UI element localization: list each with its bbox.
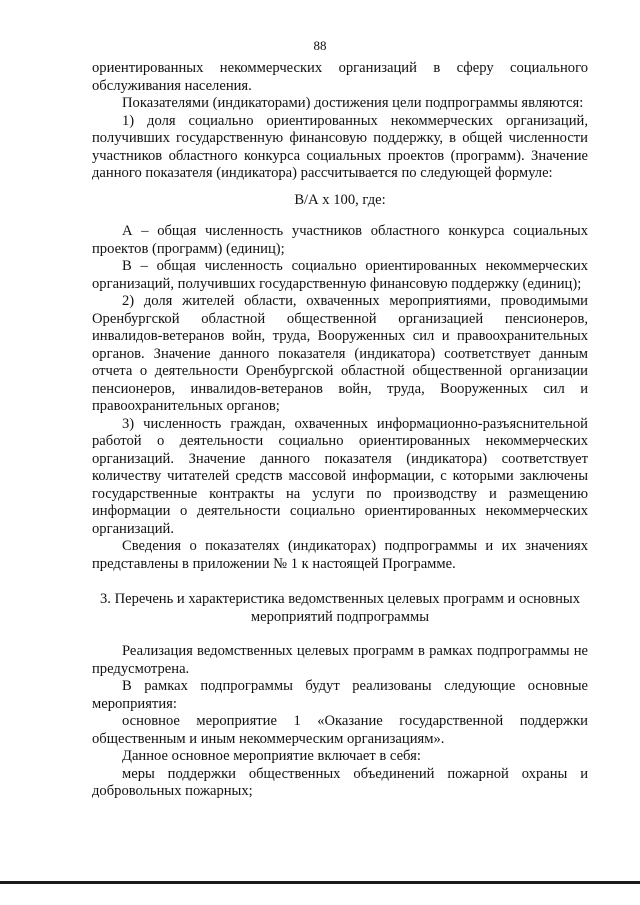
paragraph: 1) доля социально ориентированных некоммерческих организаций, получивших государственную финансовую поддержку, в общей численности участников областного конкурса социальных проектов (программ). Значение данного показателя (индикатора) рассчитывается по следующей формуле: bbox=[92, 112, 588, 181]
paragraph: В рамках подпрограммы будут реализованы следующие основные мероприятия: bbox=[92, 678, 588, 712]
paragraph: 2) доля жителей области, охваченных мероприятиями, проводимыми Оренбургской областной общественной организацией пенсионеров, инвалидов-ветеранов войн, труда, Вооруженных сил и правоохранительных органов. Значение данного показателя (индикатора) соответствует данным отчета о деятельности Оренбургской областной общественной организации пенсионеров, инвалидов-ветеранов войн, труда, Вооруженных сил и правоохранительных органов; bbox=[92, 293, 588, 414]
paragraph: А – общая численность участников областного конкурса социальных проектов (программ) (единиц); bbox=[92, 223, 588, 257]
paragraph: меры поддержки общественных объединений пожарной охраны и добровольных пожарных; bbox=[92, 765, 588, 799]
section-heading: 3. Перечень и характеристика ведомственных целевых программ и основных мероприятий подпрограммы bbox=[99, 591, 581, 625]
document-body bbox=[92, 60, 588, 801]
paragraph: В – общая численность социально ориентированных некоммерческих организаций, получивших государственную финансовую поддержку (единиц); bbox=[92, 258, 588, 292]
paragraph: Показателями (индикаторами) достижения цели подпрограммы являются: bbox=[122, 95, 584, 111]
paragraph: Сведения о показателях (индикаторах) подпрограммы и их значениях представлены в приложении № 1 к настоящей Программе. bbox=[92, 538, 588, 572]
paragraph: Данное основное мероприятие включает в себя: bbox=[122, 748, 421, 764]
bottom-rule bbox=[0, 881, 640, 884]
paragraph: основное мероприятие 1 «Оказание государственной поддержки общественным и иным некоммерческим организациям». bbox=[92, 713, 588, 747]
paragraph: Реализация ведомственных целевых программ в рамках подпрограммы не предусмотрена. bbox=[92, 643, 588, 677]
paragraph: ориентированных некоммерческих организаций в сферу социального обслуживания населения. bbox=[92, 60, 588, 94]
paragraph: 3) численность граждан, охваченных информационно-разъяснительной работой о деятельности социально ориентированных некоммерческих организаций. Значение данного показателя (индикатора) соответствует количеству читателей средств массовой информации, с которыми заключены государственные контракты на услуги по производству и размещению информации о деятельности социально ориентированных некоммерческих организаций. bbox=[92, 415, 588, 537]
formula: В/А х 100, где: bbox=[294, 191, 386, 208]
page-number: 88 bbox=[313, 38, 327, 53]
